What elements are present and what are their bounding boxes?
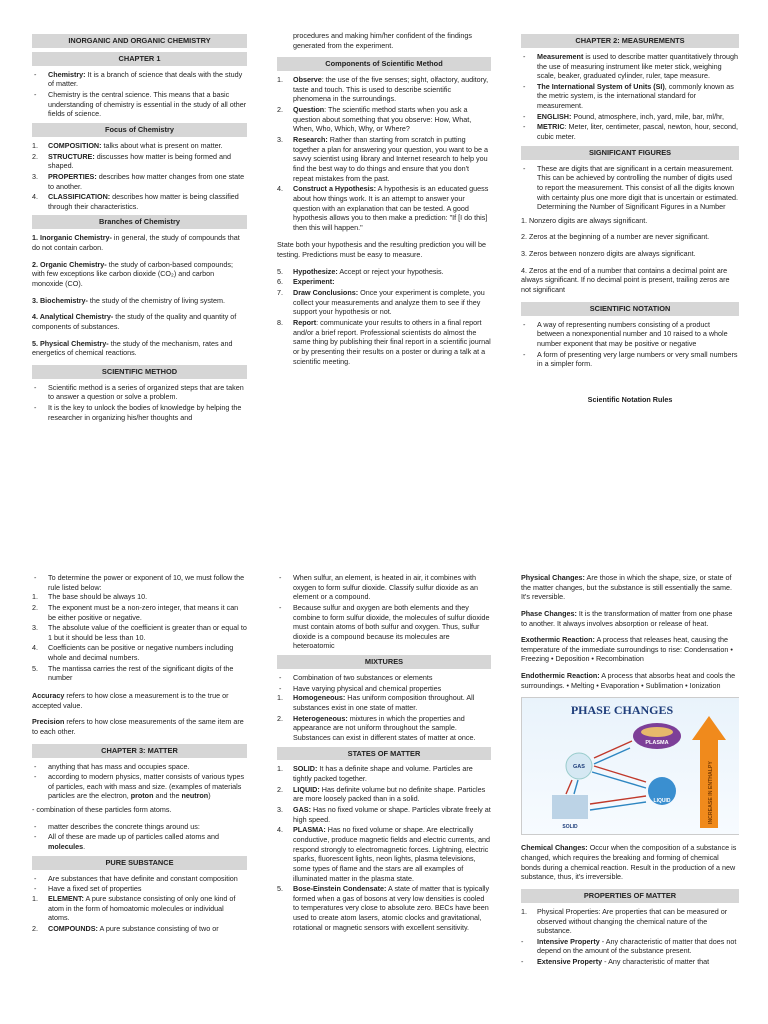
- branch-item: 3. Biochemistry- the study of the chemistry of living system.: [32, 295, 225, 305]
- solid-node: [552, 795, 588, 819]
- solid-label: SOLID: [562, 824, 578, 831]
- components-header: Components of Scientific Method: [277, 57, 491, 71]
- list-item: - The International System of Units (SI), commonly known as the metric system, is the international standard for measurement.: [521, 82, 739, 111]
- hypothesis-note: State both your hypothesis and the resulting prediction you will be testing. Predictions must be easy to measure.: [277, 240, 486, 260]
- gas-label: GAS: [573, 764, 585, 771]
- list-item: - A way of representing numbers consisting of a product between a nonexponential number and 10 raised to a whole number exponent that may be positive or negative: [521, 320, 739, 349]
- branch-item: 1. Inorganic Chemistry- in general, the study of compounds that do not contain carbon.: [32, 233, 240, 253]
- list-item: 7. Draw Conclusions: Once your experiment is complete, you collect your measurements and analyze them to see if they support your hypothesis or not.: [277, 288, 485, 317]
- list-item: - Combination of two substances or elements: [277, 673, 491, 683]
- matter-list: [32, 762, 247, 802]
- list-item: 1. The base should be always 10.: [32, 592, 148, 602]
- list-item: - matter describes the concrete things around us:: [32, 822, 247, 832]
- list-item: - To determine the power or exponent of 10, we must follow the rule listed below:: [32, 573, 247, 592]
- page-title: INORGANIC AND ORGANIC CHEMISTRY: [32, 34, 247, 48]
- list-item: - anything that has mass and occupies space.: [32, 762, 247, 772]
- list-item: - Have a fixed set of properties: [32, 884, 247, 894]
- phase-changes-diagram: [521, 697, 739, 835]
- list-item: - Chemistry: It is a branch of science that deals with the study of matter.: [32, 70, 247, 89]
- measurement-list: [521, 52, 739, 142]
- diagram-title: PHASE CHANGES: [570, 703, 674, 718]
- branch-item: 2. Organic Chemistry- the study of carbon-based compounds; with few exceptions like carbon dioxide (CO₂) and carbon monoxide (CO).: [32, 259, 233, 288]
- sig-rule: 4. Zeros at the end of a number that contains a decimal point are always significant. If no decimal point is present, trailing zeros are not significant: [521, 265, 730, 295]
- gas-solid-arrow-down: [574, 780, 578, 794]
- list-item: 2. STRUCTURE: discusses how matter is being formed and shaped.: [32, 151, 231, 171]
- column-1: [32, 31, 247, 501]
- list-item: 8. Report: communicate your results to others in a final report and/or a brief report. Professional scientists do almost the same thing by publishing their final report in a scientific journal or by presenting their results on a poster or during a talk at a scientific meeting.: [277, 317, 491, 366]
- liquid-label: LIQUID: [653, 798, 671, 805]
- list-item: 3. GAS: Has no fixed volume or shape. Particles vibrate freely at high speed.: [277, 805, 491, 824]
- matter-list-2: [32, 822, 247, 852]
- properties-of-matter-header: PROPERTIES OF MATTER: [521, 889, 739, 903]
- significant-figures-header: SIGNIFICANT FIGURES: [521, 146, 739, 160]
- mixtures-list: [277, 673, 491, 693]
- list-item: 2. Question: The scientific method starts when you ask a question about something that you observe: How, What, When, Who, Which, Why, or Where?: [277, 105, 472, 134]
- column-2: [277, 31, 491, 471]
- list-item: 1. SOLID: It has a definite shape and volume. Particles are tightly packed together.: [277, 764, 473, 784]
- states-of-matter-header: STATES OF MATTER: [277, 747, 491, 761]
- list-item: 1. Homogeneous: Has uniform composition throughout. All substances exist in one state of matter.: [277, 693, 475, 712]
- chemistry-definitions: [32, 70, 247, 119]
- chapter-3-header: CHAPTER 3: MATTER: [32, 744, 247, 758]
- list-item: - ENGLISH: Pound, atmosphere, inch, yard, mile, bar, ml/hr,: [521, 112, 739, 122]
- list-item: - A form of presenting very large numbers or very small numbers in a simpler form.: [521, 350, 739, 369]
- pure-substance-list: [32, 874, 247, 894]
- method-steps-continued: [277, 267, 491, 366]
- list-item: - It is the key to unlock the bodies of knowledge by helping the researcher in organizing his/her thoughts and: [32, 403, 247, 422]
- sig-rule: 3. Zeros between nonzero digits are always significant.: [521, 249, 696, 259]
- focus-list: [32, 141, 247, 211]
- scientific-notation-header: SCIENTIFIC NOTATION: [521, 302, 739, 316]
- combination-note: - combination of these particles form atoms.: [32, 805, 172, 815]
- column-5: [277, 573, 491, 1024]
- sig-rule: 1. Nonzero digits are always significant.: [521, 215, 648, 225]
- phase-diagram-graphic: [522, 698, 739, 834]
- list-item: - Scientific method is a series of organized steps that are taken to answer a question or solve a problem.: [32, 383, 247, 402]
- list-item: - Have varying physical and chemical properties: [277, 684, 491, 694]
- enthalpy-label: INCREASE IN ENTHALPY: [708, 761, 714, 825]
- accuracy-definition: Accuracy refers to how close a measurement is to the true or accepted value.: [32, 691, 229, 710]
- method-steps: [277, 75, 491, 232]
- list-item: 4. CLASSIFICATION: describes how matter is being classified through their characteristics.: [32, 192, 239, 211]
- list-item: 2. Heterogeneous: mixtures in which the properties and appearance are not uniform throughout the sample. Substances can exist in different states of matter at once.: [277, 713, 476, 742]
- chemical-changes: Chemical Changes: Occur when the composition of a substance is changed, which requires the breaking and forming of chemical bonds during a chemical reaction. Result in the production of a new substance, thus, it's irreversible.: [521, 843, 737, 882]
- mixture-types: [277, 693, 491, 742]
- list-item: 2. LIQUID: Has definite volume but no definite shape. Particles are more loosely packed than in a solid.: [277, 784, 486, 804]
- focus-of-chemistry-header: Focus of Chemistry: [32, 123, 247, 137]
- plasma-label: PLASMA: [645, 740, 669, 747]
- solid-gas-arrow-up: [566, 780, 572, 794]
- list-item: 6. Experiment:: [277, 277, 335, 287]
- scientific-method-header: SCIENTIFIC METHOD: [32, 365, 247, 379]
- list-item: 5. The mantissa carries the rest of the significant digits of the number: [32, 663, 234, 683]
- precision-definition: Precision refers to how close measurements of the same item are to each other.: [32, 717, 244, 736]
- scientific-notation-list: [521, 320, 739, 369]
- sig-rule: 2. Zeros at the beginning of a number are never significant.: [521, 232, 710, 242]
- list-item: - Extensive Property - Any characteristic of matter that: [521, 957, 710, 967]
- exothermic-reaction: Exothermic Reaction: A process that releases heat, causing the temperature of the immediate surroundings to rise: Condensation • Freezing • Deposition • Recombination: [521, 635, 733, 664]
- chapter-2-header: CHAPTER 2: MEASUREMENTS: [521, 34, 739, 48]
- list-item: - according to modern physics, matter consists of various types of particles, each with mass and size. (examples of materials particles are the electron, proton and the neutron): [32, 772, 247, 801]
- plasma-core: [641, 727, 673, 737]
- list-item: 1. COMPOSITION: talks about what is present on matter.: [32, 140, 223, 150]
- mixtures-header: MIXTURES: [277, 655, 491, 669]
- endothermic-reaction: Endothermic Reaction: A process that absorbs heat and cools the surroundings. • Melting • Evaporation • Sublimation • Ionization: [521, 671, 736, 690]
- list-item: 5. Hypothesize: Accept or reject your hypothesis.: [277, 266, 444, 276]
- list-item: - Because sulfur and oxygen are both elements and they combine to form sulfur dioxide, the molecules of sulfur dioxide must contain atoms of both sulfur and oxygen. Thus, sulfur dioxide is a compound because its molecules are heteroatomic: [277, 603, 491, 651]
- column-6: [521, 573, 739, 1024]
- exponent-rules: [32, 592, 247, 683]
- column-3: [521, 31, 739, 511]
- sulfur-example: [277, 573, 491, 651]
- sig-fig-definition: [521, 164, 739, 212]
- list-item: 3. The absolute value of the coefficient is greater than or equal to 1 but it should be less than 10.: [32, 623, 247, 642]
- list-item: - These are digits that are significant in a certain measurement. This can be achieved by controlling the number of digits used to report the measurement. This consist of all the digits known with certainty plus one more digit that is uncertain or estimated. Determining the Number of Significant Figures in a Number: [521, 164, 739, 212]
- list-item: 1. ELEMENT: A pure substance consisting of only one kind of atom in the form of homoatomic molecules or individual atoms.: [32, 893, 236, 923]
- list-item: - When sulfur, an element, is heated in air, it combines with oxygen to form sulfur dioxide. Classify sulfur dioxide as an element or a compound.: [277, 573, 491, 602]
- list-item: 4. Construct a Hypothesis: A hypothesis is an educated guess about how things work. It is an attempt to answer your question with an explanation that can be tested. A good hypothesis allows you to then make a prediction: "If [I do this] then this will happen.": [277, 184, 489, 232]
- scientific-notation-rules-title: Scientific Notation Rules: [587, 394, 673, 404]
- list-item: - Intensive Property - Any characteristic of matter that does not depend on the amount of the substance present.: [521, 936, 737, 956]
- list-item: - Measurement is used to describe matter quantitatively through the use of measuring instrument like meter stick, weighing scale, beaker, graduated cylinder, ruler, tape measure.: [521, 52, 739, 81]
- list-item: - Are substances that have definite and constant composition: [32, 874, 247, 884]
- column-4: [32, 573, 247, 1024]
- list-item: 1. Observe: the use of the five senses; sight, olfactory, auditory, taste and touch. This is used to describe scientific phenomena in the surroundings.: [277, 75, 489, 104]
- properties-list: [521, 907, 739, 967]
- list-item: 5. Bose-Einstein Condensate: A state of matter that is typically formed when a gas of bosons at very low densities is cooled to temperatures very close to absolute zero. BECs have been used to create atom lasers, atomic clocks and gravitational, rotational or magnetic sensors with excellent sensitivity.: [277, 884, 490, 932]
- list-item: - METRIC: Meter, liter, centimeter, pascal, newton, hour, second, cubic meter.: [521, 122, 739, 141]
- enthalpy-arrow-head: [692, 716, 726, 740]
- scientific-method-list: [32, 383, 247, 423]
- pure-substance-header: PURE SUBSTANCE: [32, 856, 247, 870]
- pure-substance-types: [32, 894, 247, 934]
- chapter-1-header: CHAPTER 1: [32, 52, 247, 66]
- list-item: 4. PLASMA: Has no fixed volume or shape. Are electrically conductive, produce magnetic fields and electric currents, and respond strongly to electromagnetic forces. Lightning, electric sparks, fluorescent lights, neon lights, plasma televisions, some types of flame and the stars are all examples of illuminated matter in the plasma state.: [277, 825, 490, 883]
- list-item: 3. Research: Rather than starting from scratch in putting together a plan for answering your question, you want to be a savvy scientist using library and Internet research to help you find the best way to do things and ensure that you don't repeat mistakes from the past.: [277, 135, 488, 183]
- list-item: - Chemistry is the central science. This means that a basic understanding of chemistry is essential in the study of all other fields of science.: [32, 90, 247, 119]
- list-item: 1. Physical Properties: Are properties that can be measured or observed without changing the chemical nature of the substance.: [521, 906, 728, 936]
- list-item: 2. COMPOUNDS: A pure substance consisting of two or: [32, 923, 219, 933]
- list-item: 3. PROPERTIES: describes how matter changes from one state to another.: [32, 171, 245, 191]
- branch-item: 5. Physical Chemistry- the study of the mechanism, rates and energetics of chemical reactions.: [32, 338, 233, 358]
- list-item: - All of these are made up of particles called atoms and molecules.: [32, 832, 247, 851]
- continued-text: procedures and making him/her confident of the findings generated from the experiment.: [293, 31, 472, 50]
- branch-item: 4. Analytical Chemistry- the study of the quality and quantity of components of substances.: [32, 312, 237, 331]
- physical-changes: Physical Changes: Are those in which the shape, size, or state of the matter changes, but the substance is still essentially the same. It's reversible.: [521, 573, 732, 602]
- phase-changes: Phase Changes: It is the transformation of matter from one phase to another. It always involves absorption or release of heat.: [521, 608, 733, 628]
- list-item: 4. Coefficients can be positive or negative numbers including whole and decimal numbers.: [32, 643, 234, 663]
- states-list: [277, 764, 491, 932]
- branches-header: Branches of Chemistry: [32, 215, 247, 229]
- exponent-intro: [32, 573, 247, 592]
- list-item: 2. The exponent must be a non-zero integer, that means it can be either positive or negative.: [32, 602, 239, 622]
